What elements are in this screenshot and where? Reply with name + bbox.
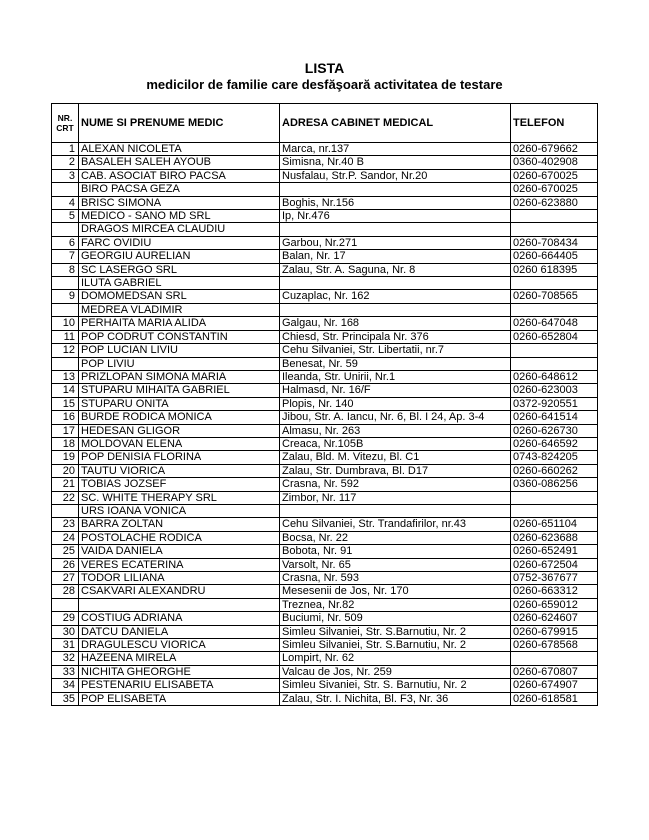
cell-name: TAUTU VIORICA <box>79 464 280 477</box>
cell-address: Benesat, Nr. 59 <box>280 357 511 370</box>
cell-nr: 10 <box>52 317 79 330</box>
cell-name: HEDESAN GLIGOR <box>79 424 280 437</box>
cell-name: POSTOLACHE RODICA <box>79 531 280 544</box>
cell-nr <box>52 598 79 611</box>
cell-phone: 0260-651104 <box>511 518 598 531</box>
cell-phone: 0260-708565 <box>511 290 598 303</box>
cell-name: MEDICO - SANO MD SRL <box>79 210 280 223</box>
cell-phone: 0260-652804 <box>511 330 598 343</box>
table-row <box>52 236 598 249</box>
table-row <box>52 397 598 410</box>
table-row <box>52 143 598 156</box>
cell-address: Crasna, Nr. 592 <box>280 478 511 491</box>
table-row <box>52 491 598 504</box>
cell-nr <box>52 357 79 370</box>
cell-address: Cehu Silvaniei, Str. Trandafirilor, nr.43 <box>280 518 511 531</box>
table-row <box>52 598 598 611</box>
table-row <box>52 518 598 531</box>
cell-name: POP CODRUT CONSTANTIN <box>79 330 280 343</box>
cell-phone <box>511 504 598 517</box>
cell-name: URS IOANA VONICA <box>79 504 280 517</box>
cell-name: ALEXAN NICOLETA <box>79 143 280 156</box>
cell-address <box>280 504 511 517</box>
cell-phone: 0260-708434 <box>511 236 598 249</box>
cell-name: DRAGULESCU VIORICA <box>79 639 280 652</box>
cell-nr: 17 <box>52 424 79 437</box>
cell-name: BIRO PACSA GEZA <box>79 183 280 196</box>
cell-address: Almasu, Nr. 263 <box>280 424 511 437</box>
table-row <box>52 585 598 598</box>
cell-name: GEORGIU AURELIAN <box>79 250 280 263</box>
table-row <box>52 250 598 263</box>
table-row <box>52 572 598 585</box>
cell-phone: 0260-618581 <box>511 692 598 705</box>
cell-nr: 18 <box>52 437 79 450</box>
cell-address <box>280 183 511 196</box>
cell-nr: 13 <box>52 370 79 383</box>
table-row <box>52 679 598 692</box>
cell-address: Lompirt, Nr. 62 <box>280 652 511 665</box>
cell-address: Simleu Sivaniei, Str. S. Barnutiu, Nr. 2 <box>280 679 511 692</box>
cell-address: Ileanda, Str. Unirii, Nr.1 <box>280 370 511 383</box>
cell-phone: 0260-624607 <box>511 612 598 625</box>
cell-nr: 24 <box>52 531 79 544</box>
table-row <box>52 451 598 464</box>
table-row <box>52 545 598 558</box>
cell-name: PRIZLOPAN SIMONA MARIA <box>79 370 280 383</box>
cell-nr: 22 <box>52 491 79 504</box>
cell-address: Zalau, Str. A. Saguna, Nr. 8 <box>280 263 511 276</box>
cell-phone <box>511 357 598 370</box>
cell-address: Balan, Nr. 17 <box>280 250 511 263</box>
table-row <box>52 344 598 357</box>
cell-name: PERHAITA MARIA ALIDA <box>79 317 280 330</box>
cell-address: Jibou, Str. A. Iancu, Nr. 6, Bl. I 24, Ap. 3-4 <box>280 411 511 424</box>
cell-phone <box>511 210 598 223</box>
cell-nr: 33 <box>52 665 79 678</box>
cell-phone: 0743-824205 <box>511 451 598 464</box>
cell-name: BARRA ZOLTAN <box>79 518 280 531</box>
cell-nr: 4 <box>52 196 79 209</box>
cell-name: BURDE RODICA MONICA <box>79 411 280 424</box>
cell-address: Galgau, Nr. 168 <box>280 317 511 330</box>
cell-name: POP DENISIA FLORINA <box>79 451 280 464</box>
cell-name: VERES ECATERINA <box>79 558 280 571</box>
document-subtitle: medicilor de familie care desfăşoară activitatea de testare <box>146 77 503 92</box>
table-row <box>52 531 598 544</box>
cell-address: Bocsa, Nr. 22 <box>280 531 511 544</box>
cell-name: BASALEH SALEH AYOUB <box>79 156 280 169</box>
table-row <box>52 437 598 450</box>
cell-nr <box>52 277 79 290</box>
header-nr-line1: NR. <box>57 113 73 123</box>
table-row <box>52 330 598 343</box>
cell-nr: 20 <box>52 464 79 477</box>
cell-name: FARC OVIDIU <box>79 236 280 249</box>
cell-address: Simisna, Nr.40 B <box>280 156 511 169</box>
cell-nr: 21 <box>52 478 79 491</box>
table-row <box>52 612 598 625</box>
cell-phone <box>511 303 598 316</box>
cell-name <box>79 598 280 611</box>
cell-phone: 0260-670025 <box>511 183 598 196</box>
cell-nr: 32 <box>52 652 79 665</box>
cell-address: Chiesd, Str. Principala Nr. 376 <box>280 330 511 343</box>
table-row <box>52 357 598 370</box>
cell-address: Boghis, Nr.156 <box>280 196 511 209</box>
cell-name: TODOR LILIANA <box>79 572 280 585</box>
cell-name: COSTIUG ADRIANA <box>79 612 280 625</box>
cell-nr <box>52 183 79 196</box>
cell-name: POP ELISABETA <box>79 692 280 705</box>
cell-nr: 12 <box>52 344 79 357</box>
cell-phone: 0260 618395 <box>511 263 598 276</box>
header-address: ADRESA CABINET MEDICAL <box>280 104 511 143</box>
cell-name: SC. WHITE THERAPY SRL <box>79 491 280 504</box>
cell-address: Nusfalau, Str.P. Sandor, Nr.20 <box>280 169 511 182</box>
cell-address: Mesesenii de Jos, Nr. 170 <box>280 585 511 598</box>
cell-phone: 0752-367677 <box>511 572 598 585</box>
cell-address <box>280 277 511 290</box>
cell-name: TOBIAS JOZSEF <box>79 478 280 491</box>
cell-nr: 5 <box>52 210 79 223</box>
cell-address: Varsolt, Nr. 65 <box>280 558 511 571</box>
cell-address: Cehu Silvaniei, Str. Libertatii, nr.7 <box>280 344 511 357</box>
cell-nr <box>52 223 79 236</box>
table-row <box>52 504 598 517</box>
table-body <box>52 143 598 706</box>
cell-nr: 28 <box>52 585 79 598</box>
cell-address: Plopis, Nr. 140 <box>280 397 511 410</box>
cell-address: Garbou, Nr.271 <box>280 236 511 249</box>
header-nr-line2: CRT <box>56 123 74 133</box>
cell-phone: 0260-646592 <box>511 437 598 450</box>
table-row <box>52 384 598 397</box>
cell-phone: 0260-678568 <box>511 639 598 652</box>
cell-nr: 3 <box>52 169 79 182</box>
cell-address <box>280 223 511 236</box>
cell-address: Valcau de Jos, Nr. 259 <box>280 665 511 678</box>
cell-address: Buciumi, Nr. 509 <box>280 612 511 625</box>
cell-name: BRISC SIMONA <box>79 196 280 209</box>
cell-address: Simleu Silvaniei, Str. S.Barnutiu, Nr. 2 <box>280 625 511 638</box>
table-row <box>52 303 598 316</box>
cell-name: DRAGOS MIRCEA CLAUDIU <box>79 223 280 236</box>
cell-phone: 0260-670807 <box>511 665 598 678</box>
table-row <box>52 196 598 209</box>
cell-address: Halmasd, Nr. 16/F <box>280 384 511 397</box>
cell-address: Zimbor, Nr. 117 <box>280 491 511 504</box>
cell-nr: 14 <box>52 384 79 397</box>
header-nr-crt <box>52 104 79 143</box>
cell-nr: 16 <box>52 411 79 424</box>
cell-name: VAIDA DANIELA <box>79 545 280 558</box>
cell-nr: 25 <box>52 545 79 558</box>
cell-phone: 0260-663312 <box>511 585 598 598</box>
cell-nr: 8 <box>52 263 79 276</box>
cell-phone <box>511 491 598 504</box>
table-row <box>52 317 598 330</box>
table-row <box>52 169 598 182</box>
cell-phone: 0260-660262 <box>511 464 598 477</box>
cell-phone: 0372-920551 <box>511 397 598 410</box>
cell-name: MOLDOVAN ELENA <box>79 437 280 450</box>
cell-phone: 0260-679662 <box>511 143 598 156</box>
cell-phone: 0260-623003 <box>511 384 598 397</box>
header-name: NUME SI PRENUME MEDIC <box>79 104 280 143</box>
cell-phone: 0360-086256 <box>511 478 598 491</box>
table-row <box>52 210 598 223</box>
table-row <box>52 639 598 652</box>
cell-address: Crasna, Nr. 593 <box>280 572 511 585</box>
cell-phone <box>511 277 598 290</box>
cell-nr: 30 <box>52 625 79 638</box>
cell-name: SC LASERGO SRL <box>79 263 280 276</box>
cell-name: STUPARU MIHAITA GABRIEL <box>79 384 280 397</box>
cell-address: Marca, nr.137 <box>280 143 511 156</box>
cell-address: Bobota, Nr. 91 <box>280 545 511 558</box>
cell-name: POP LUCIAN LIVIU <box>79 344 280 357</box>
cell-name: ILUTA GABRIEL <box>79 277 280 290</box>
cell-name: DATCU DANIELA <box>79 625 280 638</box>
cell-nr: 2 <box>52 156 79 169</box>
cell-address: Creaca, Nr.105B <box>280 437 511 450</box>
cell-phone: 0360-402908 <box>511 156 598 169</box>
table-row <box>52 156 598 169</box>
cell-nr: 34 <box>52 679 79 692</box>
cell-phone: 0260-679915 <box>511 625 598 638</box>
cell-phone: 0260-626730 <box>511 424 598 437</box>
cell-phone: 0260-648612 <box>511 370 598 383</box>
cell-nr: 29 <box>52 612 79 625</box>
header-row <box>52 104 598 143</box>
table-row <box>52 277 598 290</box>
cell-nr: 23 <box>52 518 79 531</box>
cell-address <box>280 303 511 316</box>
cell-phone: 0260-623880 <box>511 196 598 209</box>
cell-name: MEDREA VLADIMIR <box>79 303 280 316</box>
cell-address: Zalau, Bld. M. Vitezu, Bl. C1 <box>280 451 511 464</box>
cell-phone: 0260-664405 <box>511 250 598 263</box>
cell-name: DOMOMEDSAN SRL <box>79 290 280 303</box>
cell-address: Simleu Silvaniei, Str. S.Barnutiu, Nr. 2 <box>280 639 511 652</box>
table-row <box>52 223 598 236</box>
table-header <box>52 104 598 143</box>
table-row <box>52 478 598 491</box>
cell-address: Cuzaplac, Nr. 162 <box>280 290 511 303</box>
table-row <box>52 464 598 477</box>
cell-nr: 15 <box>52 397 79 410</box>
table-row <box>52 625 598 638</box>
cell-phone: 0260-672504 <box>511 558 598 571</box>
cell-nr: 6 <box>52 236 79 249</box>
cell-phone: 0260-641514 <box>511 411 598 424</box>
cell-phone: 0260-647048 <box>511 317 598 330</box>
cell-phone: 0260-659012 <box>511 598 598 611</box>
cell-address: Ip, Nr.476 <box>280 210 511 223</box>
cell-nr: 27 <box>52 572 79 585</box>
table-row <box>52 652 598 665</box>
cell-phone: 0260-652491 <box>511 545 598 558</box>
cell-nr: 1 <box>52 143 79 156</box>
cell-nr: 19 <box>52 451 79 464</box>
cell-phone <box>511 652 598 665</box>
table-row <box>52 558 598 571</box>
cell-phone: 0260-674907 <box>511 679 598 692</box>
cell-address: Zalau, Str. I. Nichita, Bl. F3, Nr. 36 <box>280 692 511 705</box>
cell-nr: 26 <box>52 558 79 571</box>
cell-nr: 7 <box>52 250 79 263</box>
document-title: LISTA <box>304 60 345 76</box>
cell-phone: 0260-623688 <box>511 531 598 544</box>
cell-phone: 0260-670025 <box>511 169 598 182</box>
cell-phone <box>511 344 598 357</box>
cell-nr: 31 <box>52 639 79 652</box>
table-row <box>52 370 598 383</box>
table-row <box>52 411 598 424</box>
cell-name: NICHITA GHEORGHE <box>79 665 280 678</box>
table-row <box>52 424 598 437</box>
cell-nr: 35 <box>52 692 79 705</box>
cell-nr <box>52 303 79 316</box>
cell-name: HAZEENA MIRELA <box>79 652 280 665</box>
cell-nr <box>52 504 79 517</box>
table-row <box>52 692 598 705</box>
cell-nr: 9 <box>52 290 79 303</box>
cell-name: POP LIVIU <box>79 357 280 370</box>
table-row <box>52 290 598 303</box>
table-row <box>52 263 598 276</box>
cell-address: Treznea, Nr.82 <box>280 598 511 611</box>
cell-name: CSAKVARI ALEXANDRU <box>79 585 280 598</box>
cell-name: CAB. ASOCIAT BIRO PACSA <box>79 169 280 182</box>
table-row <box>52 183 598 196</box>
header-phone: TELEFON <box>511 104 598 143</box>
cell-name: STUPARU ONITA <box>79 397 280 410</box>
cell-address: Zalau, Str. Dumbrava, Bl. D17 <box>280 464 511 477</box>
doctors-table <box>51 103 598 706</box>
table-row <box>52 665 598 678</box>
cell-name: PESTENARIU ELISABETA <box>79 679 280 692</box>
cell-nr: 11 <box>52 330 79 343</box>
cell-phone <box>511 223 598 236</box>
